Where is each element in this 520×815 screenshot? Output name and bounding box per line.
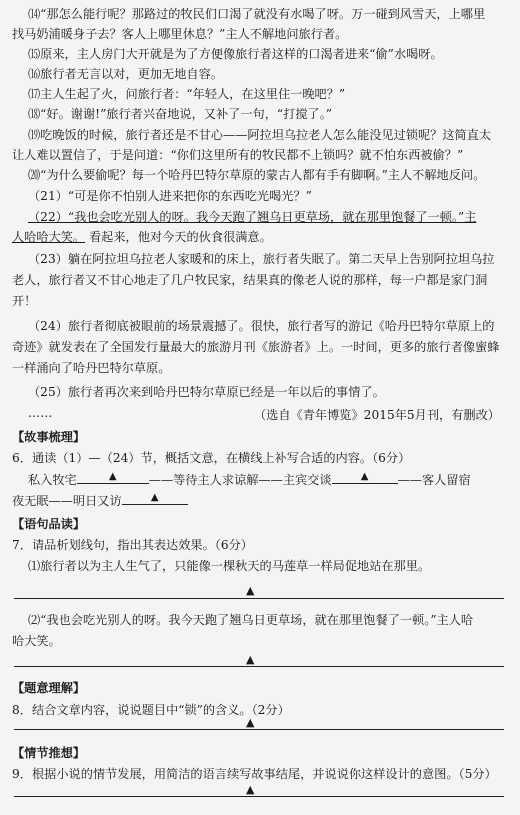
paragraph-23-line-1: （23）躺在阿拉坦乌拉老人家暖和的床上，旅行者失眠了。第二天早上告别阿拉坦乌拉 xyxy=(28,252,495,266)
q6-segment-c: ——客人留宿 xyxy=(397,473,471,487)
triangle-icon: ▲ xyxy=(150,492,159,503)
paragraph-16: ⒃旅行者无言以对，更加无地自容。 xyxy=(28,67,223,81)
question-6-answer-line xyxy=(28,472,471,488)
paragraph-19-line-1: ⒆吃晚饭的时候，旅行者还是不甘心——阿拉坦乌拉老人怎么能没见过锁呢？这简直太 xyxy=(28,128,492,142)
paragraph-19-line-2: 让人难以置信了，于是问道：“你们这里所有的牧民都不上锁吗？就不怕东西被偷？” xyxy=(12,148,464,162)
answer-line-9[interactable] xyxy=(14,796,504,797)
question-7-part-2-line-2: 哈大笑。 xyxy=(12,634,61,648)
paragraph-14-line-2: 找马奶浦暖身子去？客人上哪里休息？”主人不解地问旅行者。 xyxy=(12,27,348,41)
paragraph-22-underlined-tail: 人哈哈大笑。 xyxy=(12,230,86,244)
q6-segment-d: 夜无眠——明日又访 xyxy=(12,494,122,508)
paragraph-20: ⒇“为什么要偷呢？每一个哈丹巴特尔草原的蒙古人都有手有脚啊。”主人不解地反问。 xyxy=(28,168,486,182)
q6-blank-1[interactable] xyxy=(77,472,149,484)
q6-blank-2[interactable] xyxy=(332,472,398,484)
section-sentence: 【语句品读】 xyxy=(12,517,86,531)
paragraph-17: ⒄主人生起了火，问旅行者：“年轻人，在这里住一晚吧？” xyxy=(28,87,346,101)
q6-segment-b: ——等待主人求谅解——主宾交谈 xyxy=(148,473,332,487)
paragraph-22-underlined: （22）“我也会吃光别人的呀。我今天跑了翘乌日更草场，就在那里饱餐了一顿。”主 xyxy=(28,210,477,224)
paragraph-23-line-3: 开！ xyxy=(12,294,37,308)
paragraph-21: （21）“可是你不怕别人进来把你的东西吃光喝光？” xyxy=(28,189,312,203)
paragraph-24-line-1: （24）旅行者彻底被眼前的场景震撼了。很快，旅行者写的游记《哈丹巴特尔草原上的 xyxy=(28,319,495,333)
paragraph-24-line-2: 奇迹》就发表在了全国发行量最大的旅游月刊《旅游者》上。一时间，更多的旅行者像蜜蜂 xyxy=(12,340,500,354)
ellipsis: …… xyxy=(28,406,53,420)
answer-line-7-2[interactable] xyxy=(14,666,504,667)
section-plot: 【情节推想】 xyxy=(12,746,86,760)
question-7-part-2-line-1: ⑵“我也会吃光别人的呀。我今天跑了翘乌日更草场，就在那里饱餐了一顿。”主人哈 xyxy=(28,613,474,627)
paragraph-24-line-3: 一样涌向了哈丹巴特尔草原。 xyxy=(12,361,171,375)
paragraph-14-line-1: ⒁“那怎么能行呢？那路过的牧民们口渴了就没有水喝了呀。万一碰到风雪天，上哪里 xyxy=(28,7,486,21)
paragraph-18: ⒅“好。谢谢!”旅行者兴奋地说，又补了一句，“打搅了。” xyxy=(28,107,333,121)
paragraph-22-rest: 看起来，他对今天的伙食很满意。 xyxy=(89,230,272,244)
question-8: 8．结合文章内容，说说题目中“锁”的含义。（2分） xyxy=(12,703,290,717)
question-9: 9．根据小说的情节发展，用简洁的语言续写故事结尾，并说说你这样设计的意图。（5分） xyxy=(12,767,497,781)
question-7: 7．请品析划线句，指出其表达效果。（6分） xyxy=(12,538,253,552)
paragraph-25: （25）旅行者再次来到哈丹巴特尔草原已经是一年以后的事情了。 xyxy=(28,385,385,399)
triangle-icon: ▲ xyxy=(246,716,255,729)
question-7-part-1: ⑴旅行者以为主人生气了，只能像一棵秋天的马莲草一样局促地站在那里。 xyxy=(28,559,431,573)
triangle-icon: ▲ xyxy=(108,471,117,482)
q6-blank-3[interactable] xyxy=(122,493,188,505)
section-story: 【故事梳理】 xyxy=(12,430,86,444)
triangle-icon: ▲ xyxy=(246,653,255,666)
paragraph-23-line-2: 老人，旅行者又不甘心地走了几户牧民家，结果真的像老人说的那样，每一户都是家门洞 xyxy=(12,273,488,287)
paragraph-22-line-2 xyxy=(12,229,272,245)
triangle-icon: ▲ xyxy=(360,471,369,482)
answer-line-7-1[interactable] xyxy=(14,598,504,599)
source-citation: （选自《青年博览》2015年5月刊，有删改） xyxy=(254,408,500,422)
q6-segment-a: 私入牧宅 xyxy=(28,473,77,487)
triangle-icon: ▲ xyxy=(246,783,255,796)
answer-line-8[interactable] xyxy=(14,729,504,730)
section-title: 【题意理解】 xyxy=(12,681,86,695)
question-6-answer-line-2 xyxy=(12,493,188,509)
triangle-icon: ▲ xyxy=(246,584,255,597)
paragraph-15: ⒂原来，主人房门大开就是为了方便像旅行者这样的口渴者进来“偷”水喝呀。 xyxy=(28,47,443,61)
question-6: 6．通读（1）—（24）节，概括文意，在横线上补写合适的内容。（6分） xyxy=(12,451,411,465)
